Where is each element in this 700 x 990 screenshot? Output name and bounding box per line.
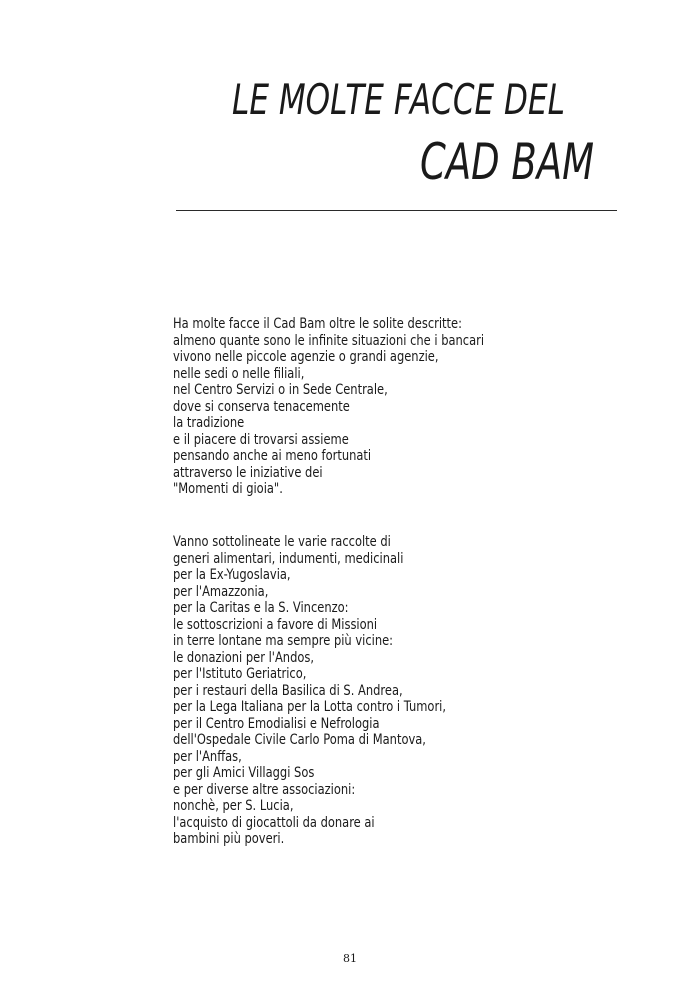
text-line: per i restauri della Basilica di S. Andrea, bbox=[173, 682, 403, 699]
paragraph-intro bbox=[173, 316, 693, 498]
text-line: "Momenti di gioia". bbox=[173, 481, 283, 497]
page-title-line-1: LE MOLTE FACCE DEL bbox=[232, 75, 565, 124]
text-line: per l'Istituto Geriatrico, bbox=[173, 666, 307, 682]
text-line: generi alimentari, indumenti, medicinali bbox=[173, 550, 404, 567]
text-line: per gli Amici Villaggi Sos bbox=[173, 765, 315, 781]
text-line: almeno quante sono le infinite situazioni che i bancari bbox=[173, 332, 485, 349]
text-line: nel Centro Servizi o in Sede Centrale, bbox=[173, 382, 388, 398]
page-title-line-2: CAD BAM bbox=[420, 133, 595, 191]
text-line: attraverso le iniziative dei bbox=[173, 464, 323, 481]
text-line: le donazioni per l'Andos, bbox=[173, 649, 315, 666]
text-line: dove si conserva tenacemente bbox=[173, 398, 350, 415]
text-line: nelle sedi o nelle filiali, bbox=[173, 365, 305, 382]
text-line: per la Lega Italiana per la Lotta contro i Tumori, bbox=[173, 699, 447, 715]
text-line: l'acquisto di giocattoli da donare ai bbox=[173, 814, 375, 831]
text-line: bambini più poveri. bbox=[173, 831, 285, 847]
text-line: la tradizione bbox=[173, 415, 245, 431]
text-line: e il piacere di trovarsi assieme bbox=[173, 431, 349, 448]
paragraph-donations bbox=[173, 534, 693, 848]
title-divider bbox=[176, 210, 617, 211]
text-line: per la Ex-Yugoslavia, bbox=[173, 567, 291, 583]
text-line: e per diverse altre associazioni: bbox=[173, 781, 356, 798]
page-number: 81 bbox=[343, 952, 357, 965]
text-line: in terre lontane ma sempre più vicine: bbox=[173, 633, 394, 649]
text-line: dell'Ospedale Civile Carlo Poma di Mantova, bbox=[173, 732, 426, 748]
text-line: per il Centro Emodialisi e Nefrologia bbox=[173, 715, 380, 732]
text-line: nonchè, per S. Lucia, bbox=[173, 798, 294, 814]
text-line: per la Caritas e la S. Vincenzo: bbox=[173, 600, 349, 616]
text-line: pensando anche ai meno fortunati bbox=[173, 448, 372, 464]
text-line: per l'Anffas, bbox=[173, 748, 242, 765]
text-line: le sottoscrizioni a favore di Missioni bbox=[173, 616, 378, 633]
text-line: Ha molte facce il Cad Bam oltre le solite descritte: bbox=[173, 316, 462, 332]
text-line: Vanno sottolineate le varie raccolte di bbox=[173, 534, 391, 550]
text-line: per l'Amazzonia, bbox=[173, 583, 269, 600]
text-line: vivono nelle piccole agenzie o grandi agenzie, bbox=[173, 349, 439, 365]
